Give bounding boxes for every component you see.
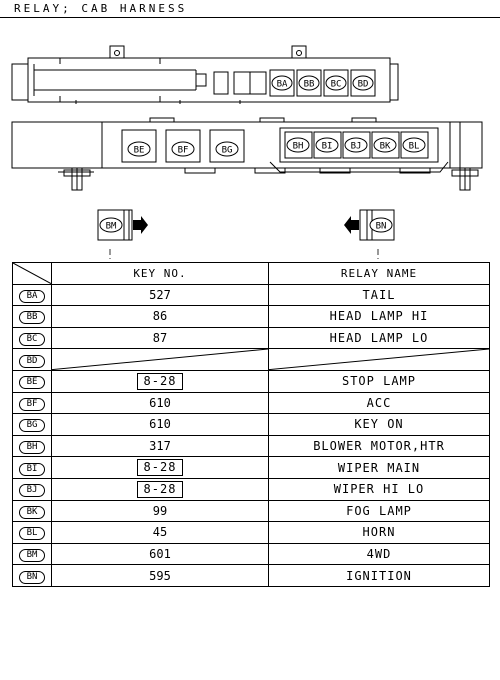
row-code-cell [13, 349, 52, 371]
row-code: BB [19, 311, 45, 324]
row-code-cell [13, 284, 52, 306]
row-code: BA [19, 290, 45, 303]
relay-table [12, 262, 490, 587]
row-key-cell [52, 500, 269, 522]
row-key-cell [52, 327, 269, 349]
row-key: 610 [149, 395, 171, 410]
row-code: BD [19, 355, 45, 368]
row-key-cell [52, 522, 269, 544]
row-relay-name: WIPER HI LO [269, 478, 490, 500]
row-code: BI [19, 463, 45, 476]
row-code-cell [13, 435, 52, 457]
table-row [13, 284, 490, 306]
row-key: 601 [149, 547, 171, 562]
row-relay-name: 4WD [269, 543, 490, 565]
table-corner [13, 263, 52, 285]
row-code-cell [13, 565, 52, 587]
row-relay-name: KEY ON [269, 414, 490, 436]
row-relay-name: TAIL [269, 284, 490, 306]
row-code: BN [19, 571, 45, 584]
code-label: BL [408, 141, 420, 152]
code-label: BE [133, 145, 145, 156]
col-header-name: RELAY NAME [269, 263, 490, 285]
table-row [13, 478, 490, 500]
table-row [13, 435, 490, 457]
col-header-key: KEY NO. [52, 263, 269, 285]
row-relay-name: STOP LAMP [269, 370, 490, 392]
code-label: BD [357, 79, 369, 90]
row-code-cell [13, 457, 52, 479]
code-label: BC [330, 79, 342, 90]
code-label: BJ [350, 141, 362, 152]
row-key: 317 [149, 439, 171, 454]
row-key-cell [52, 284, 269, 306]
row-code: BG [19, 419, 45, 432]
code-label: BM [105, 221, 117, 232]
arrow-right-icon [133, 216, 148, 234]
table-row [13, 543, 490, 565]
row-code: BC [19, 333, 45, 346]
row-key-cell [52, 306, 269, 328]
table-row [13, 327, 490, 349]
row-relay-name: ACC [269, 392, 490, 414]
code-label: BG [221, 145, 233, 156]
code-label: BF [177, 145, 189, 156]
row-code: BH [19, 441, 45, 454]
row-code: BL [19, 527, 45, 540]
table-row [13, 414, 490, 436]
empty-key-cell [52, 349, 269, 371]
row-code-cell [13, 414, 52, 436]
mount-tab-right-top [292, 46, 306, 58]
row-key: 86 [152, 309, 168, 324]
table-row [13, 522, 490, 544]
row-key-cell [52, 414, 269, 436]
row-relay-name: HORN [269, 522, 490, 544]
row-relay-name: HEAD LAMP HI [269, 306, 490, 328]
row-key: 8-28 [137, 459, 184, 476]
row-key-cell [52, 543, 269, 565]
row-code-cell [13, 392, 52, 414]
code-label: BH [292, 141, 304, 152]
row-code: BE [19, 376, 45, 389]
row-key: 87 [152, 331, 168, 346]
row-key: 527 [149, 287, 171, 302]
row-key: 8-28 [137, 481, 184, 498]
row-relay-name: IGNITION [269, 565, 490, 587]
table-row [13, 457, 490, 479]
row-key-cell [52, 392, 269, 414]
row-key-cell [52, 435, 269, 457]
code-label: BI [321, 141, 333, 152]
row-code: BM [19, 549, 45, 562]
code-label: BB [303, 79, 315, 90]
row-relay-name: BLOWER MOTOR,HTR [269, 435, 490, 457]
row-key: 45 [152, 525, 168, 540]
row-relay-name: WIPER MAIN [269, 457, 490, 479]
row-code-cell [13, 543, 52, 565]
middle-left-end [12, 122, 102, 168]
row-key-cell [52, 457, 269, 479]
table-row [13, 349, 490, 371]
relay-layout-diagram [0, 0, 500, 262]
row-key: 610 [149, 417, 171, 432]
code-label: BA [276, 79, 288, 90]
table-row [13, 306, 490, 328]
row-key: 595 [149, 568, 171, 583]
row-relay-name: FOG LAMP [269, 500, 490, 522]
code-label: BK [379, 141, 391, 152]
empty-name-cell [269, 349, 490, 371]
row-key-cell [52, 565, 269, 587]
row-key-cell [52, 370, 269, 392]
page-title: RELAY; CAB HARNESS [14, 2, 188, 15]
row-code: BJ [19, 484, 45, 497]
row-code-cell [13, 478, 52, 500]
table-row [13, 392, 490, 414]
row-code-cell [13, 327, 52, 349]
row-code-cell [13, 522, 52, 544]
table-row [13, 500, 490, 522]
table-row [13, 370, 490, 392]
row-key-cell [52, 478, 269, 500]
row-key: 8-28 [137, 373, 184, 390]
arrow-left-icon [344, 216, 359, 234]
row-code-cell [13, 306, 52, 328]
row-code-cell [13, 370, 52, 392]
row-code: BF [19, 398, 45, 411]
table-row [13, 565, 490, 587]
row-code: BK [19, 506, 45, 519]
row-relay-name: HEAD LAMP LO [269, 327, 490, 349]
code-label: BN [375, 221, 387, 232]
row-code-cell [13, 500, 52, 522]
row-key: 99 [152, 503, 168, 518]
mount-tab-left-top [110, 46, 124, 58]
